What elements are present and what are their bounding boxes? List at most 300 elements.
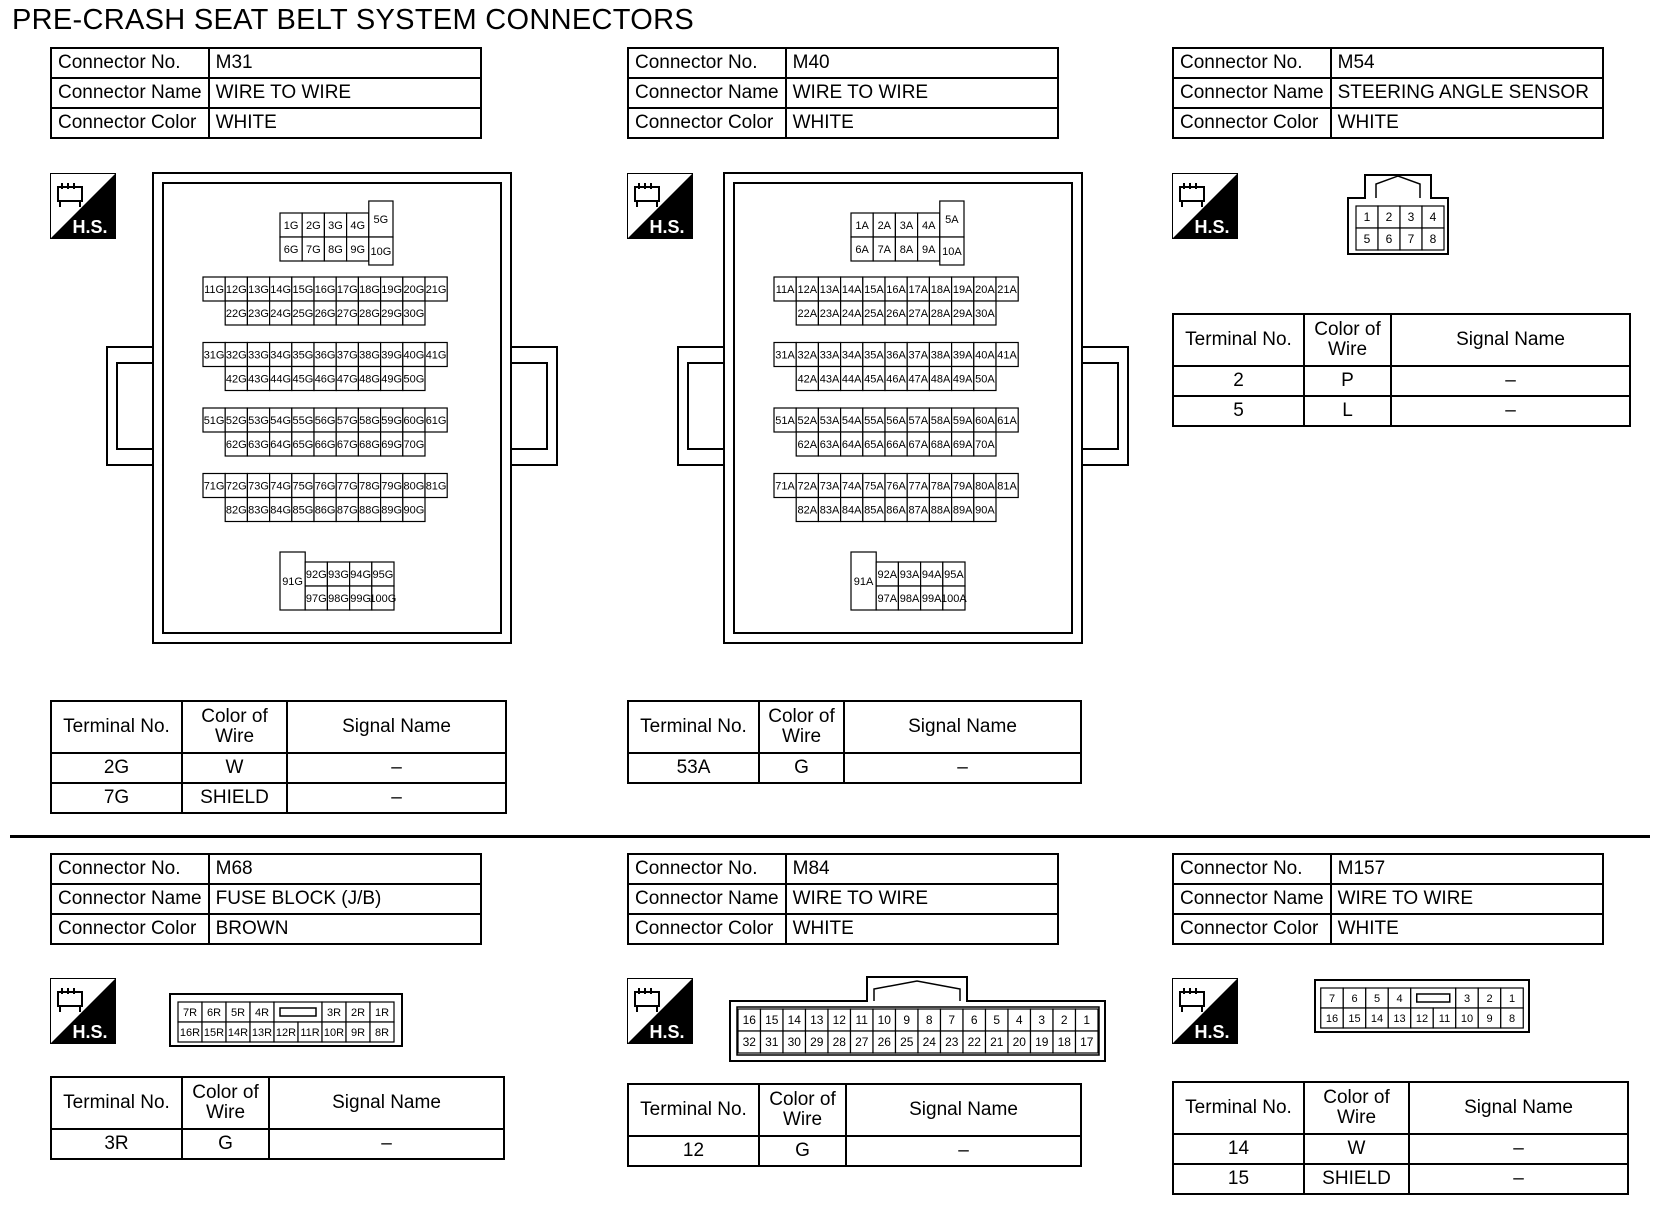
svg-text:79A: 79A xyxy=(952,480,973,493)
pin-1A xyxy=(851,213,873,237)
pin-11G xyxy=(203,277,225,301)
connector-color-value: WHITE xyxy=(786,914,1058,944)
svg-text:69A: 69A xyxy=(952,439,973,451)
pin-9A xyxy=(918,237,940,261)
svg-text:74A: 74A xyxy=(841,480,862,493)
svg-text:65A: 65A xyxy=(864,439,884,451)
svg-text:84G: 84G xyxy=(270,504,292,517)
pin-61A xyxy=(996,408,1018,432)
pin-11 xyxy=(1433,1008,1456,1028)
pin-17 xyxy=(1076,1031,1099,1053)
svg-text:9: 9 xyxy=(903,1013,911,1027)
svg-text:4: 4 xyxy=(1396,993,1403,1005)
table-row xyxy=(51,753,506,783)
svg-text:12R: 12R xyxy=(275,1027,297,1039)
pin-59G xyxy=(381,408,403,432)
section-divider xyxy=(10,835,1650,838)
pin-3 xyxy=(1031,1009,1054,1031)
svg-text:8: 8 xyxy=(1429,232,1437,246)
svg-text:2G: 2G xyxy=(305,220,321,232)
pin-29A xyxy=(952,301,974,325)
svg-text:41G: 41G xyxy=(425,349,447,362)
svg-text:15R: 15R xyxy=(203,1027,225,1039)
svg-text:74G: 74G xyxy=(270,480,292,493)
svg-text:14: 14 xyxy=(787,1013,801,1027)
svg-text:29G: 29G xyxy=(381,308,403,320)
svg-text:9A: 9A xyxy=(921,244,936,256)
pin-41G xyxy=(425,343,447,367)
svg-text:56A: 56A xyxy=(886,415,906,427)
svg-text:11: 11 xyxy=(1438,1013,1451,1025)
pin-26 xyxy=(873,1031,896,1053)
svg-text:12G: 12G xyxy=(225,284,247,296)
svg-text:50G: 50G xyxy=(403,373,425,386)
svg-text:73A: 73A xyxy=(819,480,840,493)
pin-83A xyxy=(818,498,840,522)
pin-75A xyxy=(863,474,885,498)
pin-64G xyxy=(270,432,292,456)
svg-text:46G: 46G xyxy=(314,373,336,386)
connector-color-label: Connector Color xyxy=(628,108,786,138)
pin-25G xyxy=(292,301,314,325)
svg-text:1: 1 xyxy=(1083,1013,1091,1027)
svg-text:49A: 49A xyxy=(952,373,973,386)
connector-no-label: Connector No. xyxy=(51,854,209,884)
svg-text:94A: 94A xyxy=(921,569,942,581)
pin-12 xyxy=(828,1009,851,1031)
pin-5 xyxy=(1356,228,1378,250)
pin-91G xyxy=(280,552,305,610)
pin-26G xyxy=(314,301,336,325)
pin-1R xyxy=(370,1002,394,1022)
pin-42G xyxy=(225,367,247,391)
svg-text:93G: 93G xyxy=(328,569,349,581)
svg-text:52A: 52A xyxy=(797,415,818,427)
svg-text:50A: 50A xyxy=(975,373,995,386)
pin-40G xyxy=(403,343,425,367)
terminal-table-m68 xyxy=(50,1076,505,1160)
svg-text:20A: 20A xyxy=(975,284,995,296)
wire-color-header: Color of Wire xyxy=(759,1084,846,1136)
svg-text:64G: 64G xyxy=(270,439,292,451)
connector-face-m157 xyxy=(1313,978,1531,1036)
svg-text:64A: 64A xyxy=(841,439,862,451)
svg-text:45A: 45A xyxy=(864,373,884,386)
svg-text:97A: 97A xyxy=(877,593,898,605)
pin-65G xyxy=(292,432,314,456)
pin-9R xyxy=(346,1022,370,1042)
svg-text:H.S.: H.S. xyxy=(1194,1022,1230,1042)
table-row xyxy=(628,753,1081,783)
svg-text:78G: 78G xyxy=(359,480,380,493)
svg-text:23A: 23A xyxy=(819,308,840,320)
svg-text:71A: 71A xyxy=(775,480,795,493)
wire-color-header: Color of Wire xyxy=(182,1077,269,1129)
svg-text:15G: 15G xyxy=(292,284,314,296)
svg-text:57A: 57A xyxy=(908,415,929,427)
svg-text:61G: 61G xyxy=(425,415,447,427)
pin-14 xyxy=(1366,1008,1389,1028)
svg-text:25: 25 xyxy=(900,1035,914,1049)
pin-60A xyxy=(974,408,996,432)
pin-67G xyxy=(336,432,358,456)
connector-face-m31 xyxy=(105,170,567,650)
pin-45G xyxy=(292,367,314,391)
svg-text:14R: 14R xyxy=(227,1027,249,1039)
svg-text:99G: 99G xyxy=(350,593,372,605)
svg-text:10G: 10G xyxy=(370,246,392,258)
pin-89G xyxy=(381,498,403,522)
pin-36G xyxy=(314,343,336,367)
svg-text:10A: 10A xyxy=(942,246,962,258)
svg-text:24A: 24A xyxy=(841,308,862,320)
svg-text:75A: 75A xyxy=(864,480,884,493)
pin-6 xyxy=(1378,228,1400,250)
svg-text:39G: 39G xyxy=(381,349,403,362)
pin-53G xyxy=(247,408,269,432)
pin-73G xyxy=(247,474,269,498)
wire-color-header: Color of Wire xyxy=(1304,314,1391,366)
pin-22G xyxy=(225,301,247,325)
table-row xyxy=(1173,1134,1628,1164)
pin-90A xyxy=(974,498,996,522)
pin-60G xyxy=(403,408,425,432)
svg-text:27G: 27G xyxy=(336,308,358,320)
svg-text:55A: 55A xyxy=(864,415,884,427)
connector-name-value: WIRE TO WIRE xyxy=(1331,884,1603,914)
svg-text:95A: 95A xyxy=(944,569,964,581)
svg-text:3A: 3A xyxy=(899,220,914,232)
svg-text:67G: 67G xyxy=(336,439,358,451)
svg-text:8: 8 xyxy=(925,1013,933,1027)
svg-text:37G: 37G xyxy=(336,349,358,362)
pin-66G xyxy=(314,432,336,456)
svg-text:1: 1 xyxy=(1508,993,1516,1005)
svg-text:3: 3 xyxy=(1463,993,1471,1005)
pin-100G xyxy=(369,586,396,610)
svg-text:89G: 89G xyxy=(381,504,403,517)
connector-color-value: WHITE xyxy=(786,108,1058,138)
svg-text:35G: 35G xyxy=(292,349,314,362)
svg-text:68G: 68G xyxy=(359,439,380,451)
svg-text:88G: 88G xyxy=(359,504,380,517)
svg-text:92A: 92A xyxy=(877,569,898,581)
pin-39A xyxy=(952,343,974,367)
pin-13 xyxy=(806,1009,829,1031)
pin-71G xyxy=(203,474,225,498)
svg-text:62A: 62A xyxy=(797,439,818,451)
pin-58A xyxy=(929,408,951,432)
pin-45A xyxy=(863,367,885,391)
svg-text:18: 18 xyxy=(1057,1035,1071,1049)
svg-text:54G: 54G xyxy=(270,415,292,427)
pin-78A xyxy=(929,474,951,498)
pin-84A xyxy=(841,498,863,522)
connector-no-value: M31 xyxy=(209,48,481,78)
svg-text:82A: 82A xyxy=(797,504,818,517)
svg-text:80G: 80G xyxy=(403,480,425,493)
pin-13 xyxy=(1388,1008,1411,1028)
pin-66A xyxy=(885,432,907,456)
svg-text:69G: 69G xyxy=(381,439,403,451)
svg-text:91A: 91A xyxy=(853,576,874,588)
svg-text:70A: 70A xyxy=(975,439,995,451)
terminal-no-cell: 2 xyxy=(1173,366,1304,396)
pin-6 xyxy=(1343,988,1366,1008)
svg-text:16: 16 xyxy=(1325,1013,1339,1025)
pin-3 xyxy=(1456,988,1479,1008)
signal-name-cell: – xyxy=(1391,396,1630,426)
signal-name-cell: – xyxy=(846,1136,1081,1166)
pin-25A xyxy=(863,301,885,325)
pin-3 xyxy=(1400,206,1422,228)
pin-74A xyxy=(841,474,863,498)
pin-7A xyxy=(873,237,895,261)
pin-10R xyxy=(322,1022,346,1042)
svg-text:26G: 26G xyxy=(314,308,336,320)
pin-11 xyxy=(851,1009,874,1031)
svg-text:100A: 100A xyxy=(941,593,967,605)
pin-4A xyxy=(918,213,940,237)
pin-76G xyxy=(314,474,336,498)
pin-35A xyxy=(863,343,885,367)
pin-2R xyxy=(346,1002,370,1022)
pin-2 xyxy=(1378,206,1400,228)
pin-21A xyxy=(996,277,1018,301)
connector-name-label: Connector Name xyxy=(628,78,786,108)
pin-95A xyxy=(943,562,965,586)
connector-color-label: Connector Color xyxy=(1173,914,1331,944)
wire-color-cell: G xyxy=(759,753,844,783)
connector-header-m68 xyxy=(50,853,482,945)
svg-text:15A: 15A xyxy=(864,284,884,296)
pin-1G xyxy=(280,213,302,237)
svg-text:72A: 72A xyxy=(797,480,818,493)
connector-face-m84 xyxy=(727,975,1109,1065)
connector-color-value: WHITE xyxy=(209,108,481,138)
connector-no-value: M84 xyxy=(786,854,1058,884)
svg-text:18A: 18A xyxy=(930,284,951,296)
svg-text:21: 21 xyxy=(990,1035,1004,1049)
svg-text:79G: 79G xyxy=(381,480,403,493)
pin-7G xyxy=(302,237,324,261)
terminal-no-cell: 3R xyxy=(51,1129,182,1159)
pin-61G xyxy=(425,408,447,432)
connector-face-m54 xyxy=(1345,172,1455,257)
pin-98A xyxy=(898,586,920,610)
pin-24A xyxy=(841,301,863,325)
svg-text:H.S.: H.S. xyxy=(72,1022,108,1042)
pin-19 xyxy=(1031,1031,1054,1053)
connector-color-label: Connector Color xyxy=(628,914,786,944)
pin-6R xyxy=(202,1002,226,1022)
pin-46G xyxy=(314,367,336,391)
svg-text:65G: 65G xyxy=(292,439,314,451)
signal-name-cell: – xyxy=(1409,1164,1628,1194)
connector-name-label: Connector Name xyxy=(51,884,209,914)
svg-text:7: 7 xyxy=(1328,993,1336,1005)
svg-text:30: 30 xyxy=(787,1035,801,1049)
svg-text:8A: 8A xyxy=(899,244,914,256)
svg-text:21G: 21G xyxy=(425,284,447,296)
pin-38G xyxy=(358,343,380,367)
pin-33G xyxy=(247,343,269,367)
svg-text:86G: 86G xyxy=(314,504,336,517)
pin-31 xyxy=(761,1031,784,1053)
pin-56A xyxy=(885,408,907,432)
pin-23A xyxy=(818,301,840,325)
pin-2 xyxy=(1478,988,1501,1008)
pin-88A xyxy=(929,498,951,522)
svg-text:60G: 60G xyxy=(403,415,425,427)
svg-text:32: 32 xyxy=(742,1035,756,1049)
pin-19G xyxy=(381,277,403,301)
svg-text:75G: 75G xyxy=(292,480,314,493)
pin-13A xyxy=(818,277,840,301)
svg-text:81G: 81G xyxy=(425,480,447,493)
wire-color-header: Color of Wire xyxy=(759,701,844,753)
wire-color-cell: SHIELD xyxy=(1304,1164,1409,1194)
pin-31A xyxy=(774,343,796,367)
pin-15 xyxy=(761,1009,784,1031)
pin-46A xyxy=(885,367,907,391)
svg-text:48A: 48A xyxy=(930,373,951,386)
svg-text:61A: 61A xyxy=(997,415,1017,427)
page-title: PRE-CRASH SEAT BELT SYSTEM CONNECTORS xyxy=(12,4,694,36)
svg-text:17A: 17A xyxy=(908,284,929,296)
pin-20 xyxy=(1008,1031,1031,1053)
svg-text:3R: 3R xyxy=(326,1007,342,1019)
svg-text:13: 13 xyxy=(1393,1013,1406,1025)
pin-25 xyxy=(896,1031,919,1053)
terminal-table-m31 xyxy=(50,700,507,814)
svg-text:9: 9 xyxy=(1486,1013,1493,1025)
pin-21G xyxy=(425,277,447,301)
pin-44G xyxy=(270,367,292,391)
pin-52G xyxy=(225,408,247,432)
svg-text:30G: 30G xyxy=(403,308,425,320)
svg-text:7: 7 xyxy=(948,1013,956,1027)
pin-23G xyxy=(247,301,269,325)
svg-text:34G: 34G xyxy=(270,349,292,362)
terminal-no-cell: 12 xyxy=(628,1136,759,1166)
svg-text:4: 4 xyxy=(1015,1013,1023,1027)
connector-header-m54 xyxy=(1172,47,1604,139)
svg-text:98A: 98A xyxy=(899,593,920,605)
svg-text:27A: 27A xyxy=(908,308,929,320)
pin-88G xyxy=(358,498,380,522)
pin-49G xyxy=(381,367,403,391)
svg-text:66G: 66G xyxy=(314,439,336,451)
connector-header-m31 xyxy=(50,47,482,139)
svg-text:H.S.: H.S. xyxy=(649,217,685,237)
pin-91A xyxy=(851,552,876,610)
pin-41A xyxy=(996,343,1018,367)
pin-9G xyxy=(347,237,369,261)
pin-39G xyxy=(381,343,403,367)
svg-text:100G: 100G xyxy=(369,593,397,605)
pin-68A xyxy=(929,432,951,456)
svg-text:16R: 16R xyxy=(179,1027,201,1039)
pin-30A xyxy=(974,301,996,325)
svg-text:81A: 81A xyxy=(997,480,1017,493)
svg-text:2: 2 xyxy=(1060,1013,1068,1027)
pin-52A xyxy=(796,408,818,432)
svg-text:13: 13 xyxy=(810,1013,824,1027)
svg-text:1A: 1A xyxy=(855,220,869,232)
wire-color-cell: L xyxy=(1304,396,1391,426)
svg-text:29A: 29A xyxy=(952,308,973,320)
terminal-no-header: Terminal No. xyxy=(628,701,759,753)
svg-text:72G: 72G xyxy=(225,480,247,493)
svg-text:55G: 55G xyxy=(292,415,314,427)
pin-28A xyxy=(929,301,951,325)
svg-text:90G: 90G xyxy=(403,504,425,517)
pin-90G xyxy=(403,498,425,522)
pin-3R xyxy=(322,1002,346,1022)
svg-text:94G: 94G xyxy=(350,569,372,581)
pin-80G xyxy=(403,474,425,498)
pin-22A xyxy=(796,301,818,325)
svg-text:20G: 20G xyxy=(403,284,425,296)
pin-35G xyxy=(292,343,314,367)
pin-27A xyxy=(907,301,929,325)
terminal-table-m84 xyxy=(627,1083,1082,1167)
connector-header-m157 xyxy=(1172,853,1604,945)
pin-1 xyxy=(1501,988,1524,1008)
svg-text:95G: 95G xyxy=(372,569,394,581)
pin-31G xyxy=(203,343,225,367)
svg-text:77A: 77A xyxy=(908,480,929,493)
terminal-no-header: Terminal No. xyxy=(628,1084,759,1136)
pin-18 xyxy=(1053,1031,1076,1053)
pin-9 xyxy=(1478,1008,1501,1028)
pin-21 xyxy=(986,1031,1009,1053)
pin-5 xyxy=(986,1009,1009,1031)
svg-text:9G: 9G xyxy=(350,244,366,256)
pin-4 xyxy=(1388,988,1411,1008)
svg-text:58A: 58A xyxy=(930,415,951,427)
svg-text:52G: 52G xyxy=(225,415,247,427)
svg-text:10: 10 xyxy=(877,1013,891,1027)
wire-color-header: Color of Wire xyxy=(182,701,287,753)
svg-text:H.S.: H.S. xyxy=(1194,217,1230,237)
harness-side-icon xyxy=(1172,173,1238,239)
svg-text:80A: 80A xyxy=(975,480,995,493)
svg-text:43A: 43A xyxy=(819,373,840,386)
connector-name-label: Connector Name xyxy=(628,884,786,914)
svg-text:56G: 56G xyxy=(314,415,336,427)
pin-81G xyxy=(425,474,447,498)
svg-text:5: 5 xyxy=(1373,993,1381,1005)
pin-10 xyxy=(873,1009,896,1031)
svg-text:83A: 83A xyxy=(819,504,840,517)
pin-32A xyxy=(796,343,818,367)
pin-50A xyxy=(974,367,996,391)
connector-color-label: Connector Color xyxy=(51,914,209,944)
svg-text:76A: 76A xyxy=(886,480,906,493)
svg-text:1R: 1R xyxy=(374,1007,390,1019)
svg-text:9R: 9R xyxy=(350,1027,366,1039)
pin-2A xyxy=(873,213,895,237)
svg-text:73G: 73G xyxy=(248,480,269,493)
svg-text:7A: 7A xyxy=(877,244,892,256)
svg-text:3G: 3G xyxy=(328,220,343,232)
svg-text:11R: 11R xyxy=(300,1027,320,1039)
svg-text:26A: 26A xyxy=(886,308,906,320)
svg-text:78A: 78A xyxy=(930,480,951,493)
svg-text:66A: 66A xyxy=(886,439,906,451)
